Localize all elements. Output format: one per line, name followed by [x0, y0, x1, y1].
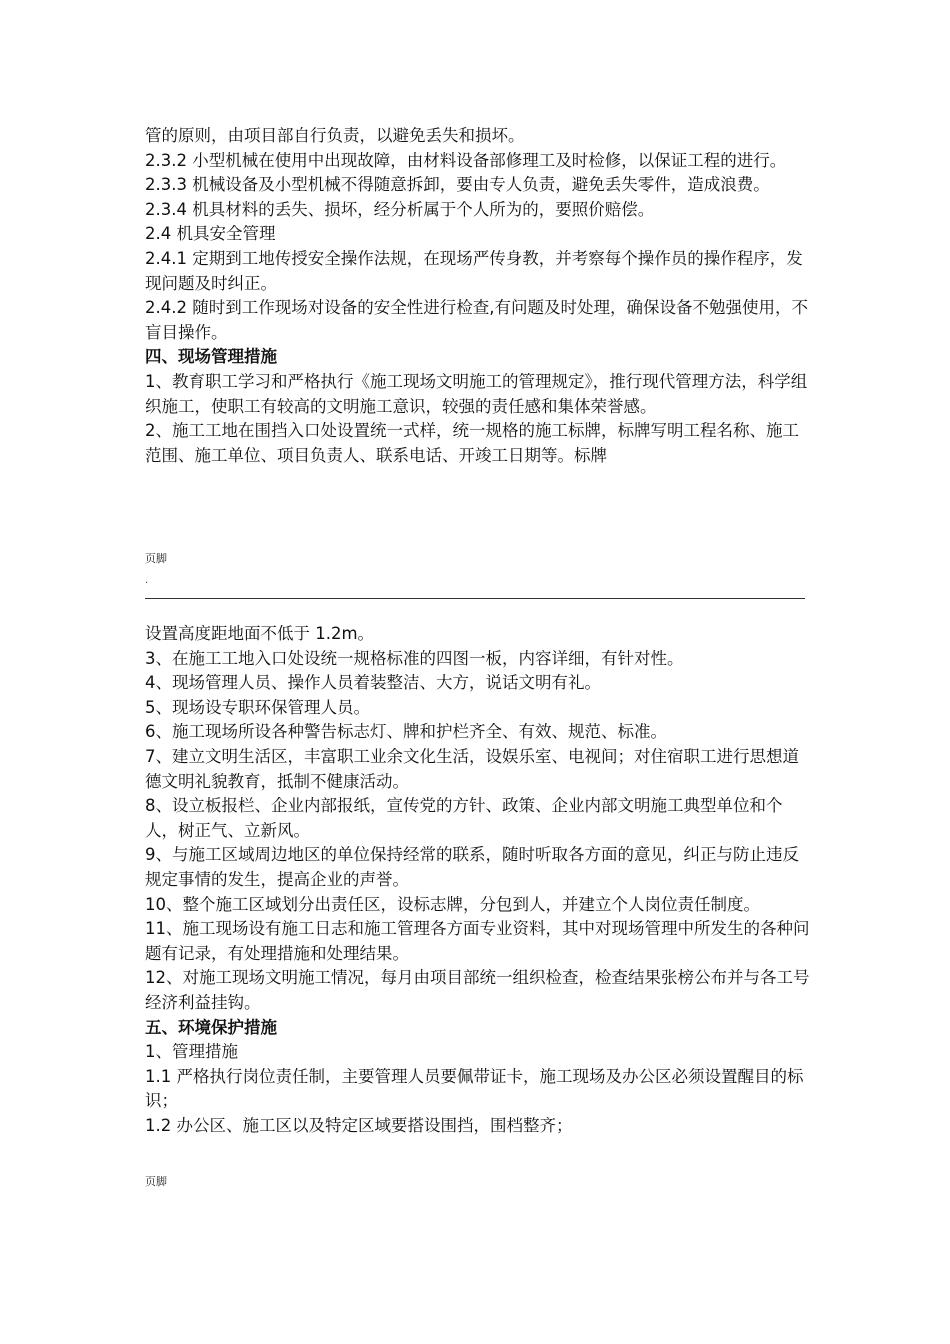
paragraph: 5、现场设专职环保管理人员。: [145, 697, 370, 717]
page-separator: [145, 598, 805, 599]
paragraph: 3、在施工工地入口处设统一规格标准的四图一板，内容详细，有针对性。: [145, 648, 684, 668]
section-heading: 五、环境保护措施: [145, 1017, 277, 1037]
paragraph: 2.4.2 随时到工作现场对设备的安全性进行检查,有问题及时处理，确保设备不勉强使用，不盲目操作。: [145, 298, 808, 342]
paragraph: 1.2 办公区、施工区以及特定区域要搭设围挡，围档整齐；: [145, 1115, 573, 1135]
paragraph: 2.3.3 机械设备及小型机械不得随意拆卸，要由专人负责，避免丢失零件，造成浪费。: [145, 175, 770, 195]
paragraph: 1、教育职工学习和严格执行《施工现场文明施工的管理规定》，推行现代管理方法，科学组织施工，使职工有较高的文明施工意识，较强的责任感和集体荣誉感。: [145, 371, 808, 416]
section-subheading: 2.4 机具安全管理: [145, 224, 276, 244]
paragraph: 9、与施工区域周边地区的单位保持经常的联系，随时听取各方面的意见，纠正与防止违反规定事情的发生，提高企业的声誉。: [145, 845, 799, 889]
section-subheading: 1、管理措施: [145, 1042, 238, 1062]
paragraph: 1.1 严格执行岗位责任制，主要管理人员要佩带证卡，施工现场及办公区必须设置醒目的标识；: [145, 1066, 804, 1111]
paragraph: 2.3.2 小型机械在使用中出现故障，由材料设备部修理工及时检修，以保证工程的进行。: [145, 150, 787, 170]
paragraph: 2.4.1 定期到工地传授安全操作法规，在现场严传身教，并考察每个操作员的操作程序，发现问题及时纠正。: [145, 248, 803, 293]
paragraph: 7、建立文明生活区，丰富职工业余文化生活，设娱乐室、电视间；对住宿职工进行思想道德文明礼貌教育，抵制不健康活动。: [145, 746, 799, 791]
paragraph: 6、施工现场所设各种警告标志灯、牌和护栏齐全、有效、规范、标准。: [145, 722, 667, 742]
page1-body: [145, 124, 810, 468]
page-footer: 页脚: [145, 1175, 167, 1188]
paragraph: 12、对施工现场文明施工情况，每月由项目部统一组织检查，检查结果张榜公布并与各工号经济利益挂钩。: [145, 968, 810, 1012]
paragraph: 11、施工现场设有施工日志和施工管理各方面专业资料，其中对现场管理中所发生的各种问题有记录，有处理措施和处理结果。: [145, 919, 810, 963]
footer-dot: .: [145, 575, 149, 586]
paragraph: 10、整个施工区域划分出责任区，设标志牌，分包到人，并建立个人岗位责任制度。: [145, 894, 760, 914]
page-footer: 页脚: [145, 552, 167, 565]
paragraph: 4、现场管理人员、操作人员着装整洁、大方，说话文明有礼。: [145, 673, 601, 693]
paragraph: 设置高度距地面不低于 1.2m。: [145, 624, 375, 643]
paragraph: 2.3.4 机具材料的丢失、损坏，经分析属于个人所为的，要照价赔偿。: [145, 199, 655, 219]
page2-body: [145, 622, 810, 1138]
section-heading: 四、现场管理措施: [145, 347, 277, 367]
paragraph: 2、施工工地在围挡入口处设置统一式样，统一规格的施工标牌，标牌写明工程名称、施工范围、施工单位、项目负责人、联系电话、开竣工日期等。标牌: [145, 421, 799, 465]
paragraph: 管的原则，由项目部自行负责，以避免丢失和损坏。: [145, 126, 525, 145]
paragraph: 8、设立板报栏、企业内部报纸，宣传党的方针、政策、企业内部文明施工典型单位和个人，树正气、立新风。: [145, 796, 783, 840]
